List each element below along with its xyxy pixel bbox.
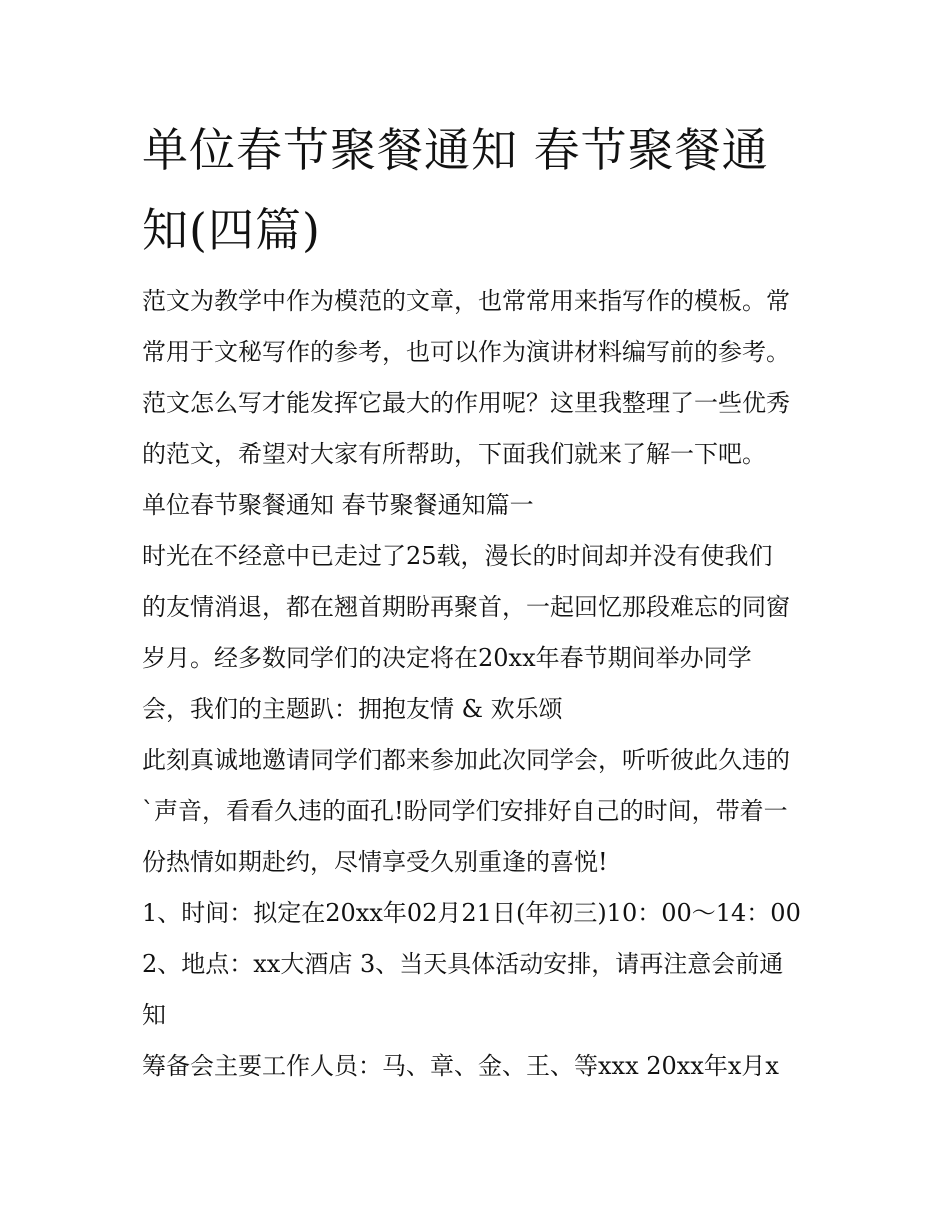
organizers-line: [142, 1041, 814, 1092]
text-line: `声音，看看久违的面孔!盼同学们安排好自己的时间，带着一: [142, 797, 788, 825]
text-line: 的范文，希望对大家有所帮助，下面我们就来了解一下吧。: [142, 440, 766, 468]
section-heading: [142, 480, 814, 531]
list-item-time: [142, 888, 814, 939]
text-line: 会，我们的主题趴：拥抱友情 & 欢乐颂: [142, 695, 563, 723]
body-paragraph-2: [142, 735, 814, 888]
text-line: 单位春节聚餐通知 春节聚餐通知篇一: [142, 491, 534, 519]
intro-paragraph: [142, 276, 814, 480]
text-line: 常用于文秘写作的参考，也可以作为演讲材料编写前的参考。: [142, 338, 790, 366]
document-title: [142, 110, 814, 270]
text-line: 时光在不经意中已走过了25载，漫长的时间却并没有使我们: [142, 542, 773, 570]
text-line: 岁月。经多数同学们的决定将在20xx年春节期间举办同学: [142, 644, 752, 672]
text-line: 份热情如期赴约，尽情享受久别重逢的喜悦!: [142, 848, 608, 876]
title-line: 知(四篇): [142, 203, 321, 257]
list-item-location: [142, 939, 814, 1041]
text-line: 范文怎么写才能发挥它最大的作用呢？这里我整理了一些优秀: [142, 389, 790, 417]
text-line: 筹备会主要工作人员：马、章、金、王、等xxx 20xx年x月x: [142, 1052, 779, 1080]
text-line: 1、时间：拟定在20xx年02月21日(年初三)10：00～14：00: [142, 899, 801, 927]
text-line: 范文为教学中作为模范的文章，也常常用来指写作的模板。常: [142, 287, 790, 315]
body-paragraph-1: [142, 531, 814, 735]
text-line: 的友情消退，都在翘首期盼再聚首，一起回忆那段难忘的同窗: [142, 593, 790, 621]
text-line: 此刻真诚地邀请同学们都来参加此次同学会，听听彼此久违的: [142, 746, 790, 774]
title-line: 单位春节聚餐通知 春节聚餐通: [142, 123, 769, 177]
document-page: [142, 110, 814, 1092]
text-line: 2、地点：xx大酒店 3、当天具体活动安排，请再注意会前通: [142, 950, 784, 978]
text-line: 知: [142, 1001, 166, 1029]
